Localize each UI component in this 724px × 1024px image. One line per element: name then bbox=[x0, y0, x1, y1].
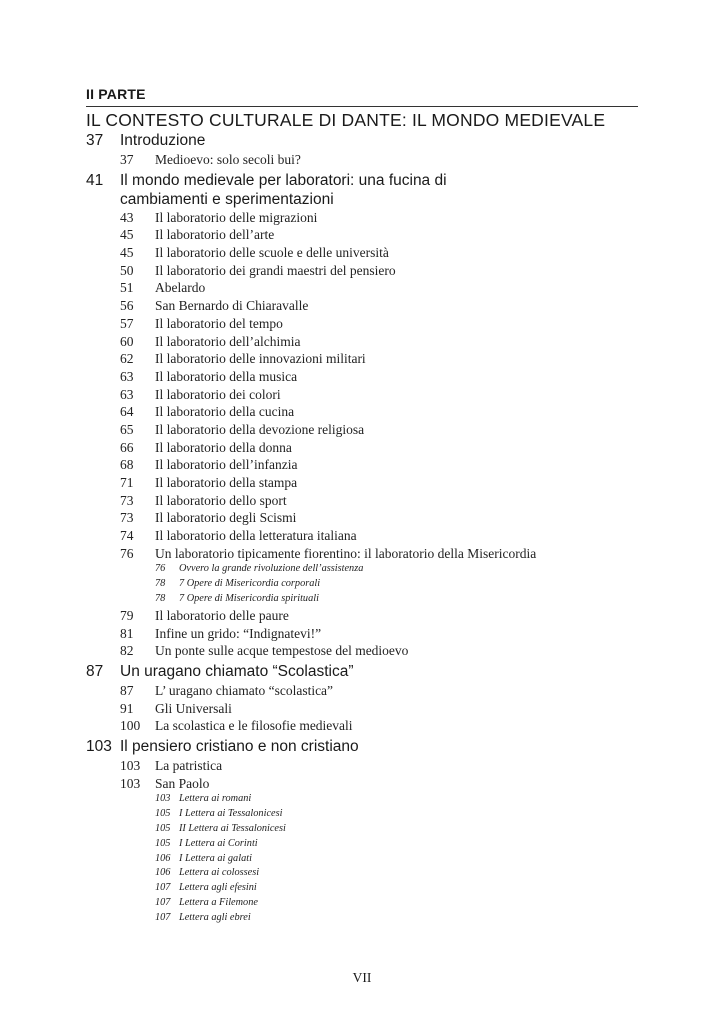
subentry-page-number: 107 bbox=[155, 896, 171, 908]
toc-section-entry bbox=[86, 737, 646, 757]
subentry-page-number: 107 bbox=[155, 911, 171, 923]
entry-title: Gli Universali bbox=[155, 700, 232, 716]
subentry-page-number: 78 bbox=[155, 593, 166, 605]
subentry-page-number: 107 bbox=[155, 882, 171, 894]
toc-entry bbox=[86, 642, 646, 660]
toc-entry bbox=[86, 757, 646, 775]
toc-entry bbox=[86, 403, 646, 421]
subentry-title: II Lettera ai Tessalonicesi bbox=[179, 822, 286, 834]
subentry-title: 7 Opere di Misericordia spirituali bbox=[179, 593, 319, 605]
toc-entry bbox=[86, 545, 646, 563]
section-page-number: 41 bbox=[86, 171, 104, 189]
entry-title: Il laboratorio delle innovazioni militari bbox=[155, 351, 366, 367]
toc-entry bbox=[86, 244, 646, 262]
entry-title: La scolastica e le filosofie medievali bbox=[155, 718, 353, 734]
entry-page-number: 65 bbox=[120, 421, 134, 437]
toc-subentry bbox=[86, 562, 646, 577]
entry-title: Medioevo: solo secoli bui? bbox=[155, 152, 301, 167]
subentry-title: Lettera agli ebrei bbox=[179, 911, 251, 923]
toc-section-entry bbox=[86, 662, 646, 682]
entry-title: Il laboratorio della musica bbox=[155, 368, 298, 384]
toc-subentry bbox=[86, 577, 646, 592]
entry-page-number: 81 bbox=[120, 625, 134, 641]
toc-subentry bbox=[86, 896, 646, 911]
subentry-title: Lettera ai romani bbox=[179, 793, 252, 805]
page-title: IL CONTESTO CULTURALE DI DANTE: IL MONDO MEDIEVALE bbox=[86, 110, 606, 130]
subentry-page-number: 76 bbox=[155, 563, 166, 575]
entry-page-number: 56 bbox=[120, 298, 134, 314]
entry-title: Il laboratorio delle migrazioni bbox=[155, 209, 318, 225]
entry-title: Il laboratorio dei grandi maestri del pensiero bbox=[155, 262, 396, 278]
section-title: Un uragano chiamato “Scolastica” bbox=[120, 662, 354, 680]
entry-page-number: 91 bbox=[120, 700, 134, 716]
entry-page-number: 43 bbox=[120, 209, 134, 225]
entry-title: San Paolo bbox=[155, 775, 210, 791]
entry-title: La patristica bbox=[155, 757, 223, 773]
entry-title: Il laboratorio degli Scismi bbox=[155, 510, 297, 526]
subentry-page-number: 105 bbox=[155, 808, 171, 820]
entry-page-number: 103 bbox=[120, 775, 141, 791]
subentry-title: Lettera ai colossesi bbox=[179, 867, 260, 879]
subentry-page-number: 78 bbox=[155, 578, 166, 590]
entry-title: Il laboratorio della stampa bbox=[155, 475, 298, 490]
toc-subentry bbox=[86, 592, 646, 607]
subentry-title: I Lettera ai Tessalonicesi bbox=[179, 808, 283, 820]
toc-entry bbox=[86, 262, 646, 280]
toc-subentry bbox=[86, 792, 646, 807]
toc-entry bbox=[86, 527, 646, 545]
entry-page-number: 45 bbox=[120, 227, 134, 243]
entry-title: L’ uragano chiamato “scolastica” bbox=[155, 682, 334, 698]
toc-subentry bbox=[86, 866, 646, 881]
entry-page-number: 66 bbox=[120, 439, 134, 455]
toc-subentry bbox=[86, 837, 646, 852]
toc-entry bbox=[86, 492, 646, 510]
entry-page-number: 62 bbox=[120, 351, 134, 367]
entry-page-number: 45 bbox=[120, 245, 134, 261]
entry-title: Un laboratorio tipicamente fiorentino: il laboratorio della Misericordia bbox=[155, 545, 537, 561]
toc-entry bbox=[86, 456, 646, 474]
entry-page-number: 87 bbox=[120, 682, 134, 698]
toc-entry bbox=[86, 421, 646, 439]
entry-title: Il laboratorio della donna bbox=[155, 439, 292, 455]
entry-title: Il laboratorio dello sport bbox=[155, 492, 287, 508]
toc-subentry bbox=[86, 881, 646, 896]
toc-entry bbox=[86, 607, 646, 625]
page-number: VII bbox=[352, 970, 372, 985]
subentry-title: Lettera a Filemone bbox=[179, 896, 258, 908]
entry-page-number: 50 bbox=[120, 262, 134, 278]
subentry-page-number: 106 bbox=[155, 867, 171, 879]
entry-title: Il laboratorio della letteratura italiana bbox=[155, 528, 357, 544]
toc-entry bbox=[86, 315, 646, 333]
entry-page-number: 68 bbox=[120, 457, 134, 473]
toc-entry bbox=[86, 682, 646, 700]
entry-title: Infine un grido: “Indignatevi!” bbox=[155, 625, 322, 641]
section-title: Il pensiero cristiano e non cristiano bbox=[120, 737, 359, 755]
toc-entry bbox=[86, 439, 646, 457]
section-title: Il mondo medievale per laboratori: una fucina di cambiamenti e sperimentazioni bbox=[120, 171, 447, 208]
table-of-contents bbox=[86, 131, 646, 926]
entry-page-number: 63 bbox=[120, 386, 134, 402]
entry-title: San Bernardo di Chiaravalle bbox=[155, 298, 309, 314]
section-page-number: 87 bbox=[86, 662, 104, 680]
entry-page-number: 57 bbox=[120, 315, 134, 331]
entry-page-number: 60 bbox=[120, 333, 134, 349]
subentry-title: 7 Opere di Misericordia corporali bbox=[179, 578, 321, 590]
entry-title: Il laboratorio delle paure bbox=[155, 607, 289, 623]
toc-subentry bbox=[86, 852, 646, 867]
subentry-title: Lettera agli efesini bbox=[179, 882, 257, 894]
toc-entry bbox=[86, 717, 646, 735]
header-rule bbox=[86, 106, 638, 107]
entry-page-number: 64 bbox=[120, 404, 134, 420]
subentry-title: Ovvero la grande rivoluzione dell’assistenza bbox=[179, 563, 364, 575]
entry-title: Il laboratorio dell’alchimia bbox=[155, 333, 301, 349]
part-label: II PARTE bbox=[86, 86, 146, 102]
entry-title: Un ponte sulle acque tempestose del medioevo bbox=[155, 643, 409, 659]
entry-title: Il laboratorio delle scuole e delle università bbox=[155, 245, 389, 261]
entry-title: Il laboratorio della cucina bbox=[155, 404, 295, 420]
subentry-title: I Lettera ai Corinti bbox=[179, 837, 258, 849]
subentry-page-number: 106 bbox=[155, 852, 171, 864]
toc-entry bbox=[86, 775, 646, 793]
entry-page-number: 82 bbox=[120, 643, 134, 659]
entry-page-number: 76 bbox=[120, 545, 134, 561]
entry-title: Il laboratorio della devozione religiosa bbox=[155, 421, 365, 437]
toc-section-entry bbox=[86, 171, 646, 209]
entry-page-number: 71 bbox=[120, 475, 134, 490]
subentry-title: I Lettera ai galati bbox=[179, 852, 252, 864]
subentry-page-number: 105 bbox=[155, 837, 171, 849]
section-page-number: 37 bbox=[86, 132, 104, 149]
entry-title: Il laboratorio dell’arte bbox=[155, 227, 275, 243]
entry-title: Il laboratorio del tempo bbox=[155, 315, 283, 331]
toc-entry bbox=[86, 474, 646, 492]
section-page-number: 103 bbox=[86, 737, 112, 755]
toc-entry bbox=[86, 625, 646, 643]
entry-title: Abelardo bbox=[155, 280, 206, 296]
subentry-page-number: 103 bbox=[155, 793, 171, 805]
toc-section-entry bbox=[86, 131, 646, 151]
entry-page-number: 79 bbox=[120, 607, 134, 623]
toc-entry bbox=[86, 297, 646, 315]
entry-title: Il laboratorio dell’infanzia bbox=[155, 457, 298, 473]
toc-subentry bbox=[86, 822, 646, 837]
toc-subentry bbox=[86, 911, 646, 926]
entry-page-number: 73 bbox=[120, 492, 134, 508]
toc-entry bbox=[86, 386, 646, 404]
entry-page-number: 51 bbox=[120, 280, 134, 296]
toc-entry bbox=[86, 700, 646, 718]
entry-page-number: 74 bbox=[120, 528, 134, 544]
toc-entry bbox=[86, 368, 646, 386]
toc-entry bbox=[86, 209, 646, 227]
subentry-page-number: 105 bbox=[155, 822, 171, 834]
entry-page-number: 73 bbox=[120, 510, 134, 526]
toc-entry bbox=[86, 226, 646, 244]
toc-entry bbox=[86, 350, 646, 368]
toc-subentry bbox=[86, 807, 646, 822]
toc-entry bbox=[86, 333, 646, 351]
section-title: Introduzione bbox=[120, 132, 206, 149]
toc-entry bbox=[86, 279, 646, 297]
entry-page-number: 37 bbox=[120, 152, 134, 167]
toc-entry bbox=[86, 151, 646, 169]
entry-page-number: 103 bbox=[120, 757, 141, 773]
entry-page-number: 63 bbox=[120, 368, 134, 384]
entry-page-number: 100 bbox=[120, 718, 141, 734]
entry-title: Il laboratorio dei colori bbox=[155, 386, 281, 402]
toc-entry bbox=[86, 509, 646, 527]
